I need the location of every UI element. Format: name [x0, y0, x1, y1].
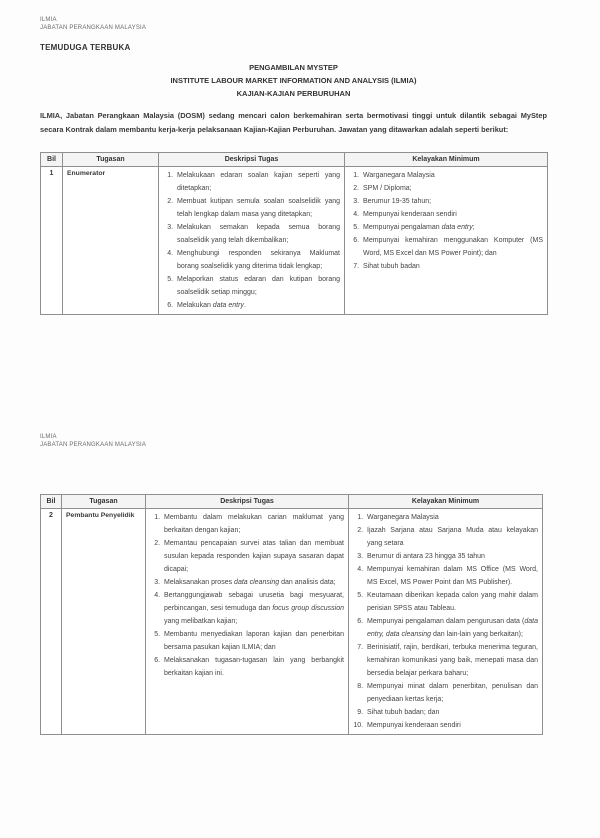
list-item: 3. Berumur 19-35 tahun; — [361, 195, 543, 208]
letterhead-org-abbrev: ILMIA — [40, 17, 57, 23]
list-item: 6. Melakukan data entry. — [175, 299, 340, 312]
deskripsi-cell — [159, 167, 345, 315]
intro-paragraph: ILMIA, Jabatan Perangkaan Malaysia (DOSM) sedang mencari calon berkemahiran serta bermotivasi tinggi untuk dilantik sebagai MyStep secara Kontrak dalam membantu kerja-kerja pelaksanaan Kajian-Kajian Perburuhan. Jawatan yang ditawarkan adalah seperti berikut: — [40, 111, 547, 134]
tugasan-value: Enumerator — [63, 167, 159, 315]
list-item: 2. Ijazah Sarjana atau Sarjana Muda atau kelayakan yang setara — [365, 524, 538, 550]
list-item: 6. Mempunyai kemahiran menggunakan Komputer (MS Word, MS Excel dan MS Power Point); dan — [361, 234, 543, 260]
deskripsi-list — [161, 169, 341, 312]
list-item: 7. Berinisiatif, rajin, berdikari, terbuka menerima teguran, kemahiran komunikasi yang baik, menepati masa dan bersedia belajar perkara baharu; — [365, 641, 538, 680]
list-item: 10. Mempunyai kenderaan sendiri — [365, 719, 538, 732]
list-item: 1. Warganegara Malaysia — [365, 511, 538, 524]
col-header-tugasan: Tugasan — [63, 153, 159, 167]
table2-header-row — [41, 495, 543, 509]
jobs-table-2 — [40, 494, 543, 735]
kelayakan-cell — [349, 509, 543, 735]
col-header-deskripsi-tugas: Deskripsi Tugas — [159, 153, 345, 167]
list-item: 8. Mempunyai minat dalam penerbitan, penulisan dan penyediaan kertas kerja; — [365, 680, 538, 706]
col-header-bil: Bil — [41, 495, 62, 509]
jobs-table-1 — [40, 152, 548, 315]
title-line-2: INSTITUTE LABOUR MARKET INFORMATION AND ANALYSIS (ILMIA) — [170, 76, 417, 85]
col-header-kelayakan-minimum: Kelayakan Minimum — [345, 153, 548, 167]
title-block — [40, 61, 547, 100]
job-row-enumerator — [41, 167, 548, 315]
list-item: 3. Melaksanakan proses data cleansing dan analisis data; — [162, 576, 344, 589]
col-header-tugasan: Tugasan — [62, 495, 146, 509]
letterhead-org-name: JABATAN PERANGKAAN MALAYSIA — [40, 441, 147, 448]
list-item: 3. Berumur di antara 23 hingga 35 tahun — [365, 550, 538, 563]
job-row-pembantu-penyelidik — [41, 509, 543, 735]
letterhead — [40, 17, 146, 32]
list-item: 9. Sihat tubuh badan; dan — [365, 706, 538, 719]
list-item: 5. Mempunyai pengalaman data entry; — [361, 221, 543, 234]
deskripsi-cell — [146, 509, 349, 735]
letterhead-org-name: JABATAN PERANGKAAN MALAYSIA — [40, 24, 147, 31]
col-header-deskripsi-tugas: Deskripsi Tugas — [146, 495, 349, 509]
list-item: 2. SPM / Diploma; — [361, 182, 543, 195]
list-item: 6. Mempunyai pengalaman dalam pengurusan data (data entry, data cleansing dan lain-lain yang berkaitan); — [365, 615, 538, 641]
letterhead-page-2 — [40, 434, 146, 449]
list-item: 1. Melakukaan edaran soalan kajian seperti yang ditetapkan; — [175, 169, 340, 195]
list-item: 4. Bertanggungjawab sebagai urusetia bagi mesyuarat, perbincangan, sesi temuduga dan focus group discussion yang melibatkan kajian; — [162, 589, 344, 628]
title-line-1: PENGAMBILAN MYSTEP — [249, 63, 338, 72]
list-item: 5. Keutamaan diberikan kepada calon yang mahir dalam perisian SPSS atau Tableau. — [365, 589, 538, 615]
list-item: 2. Membuat kutipan semula soalan soalselidik yang telah lengkap dalam masa yang ditetapkan; — [175, 195, 340, 221]
list-item: 6. Melaksanakan tugasan-tugasan lain yang berbangkit berkaitan kajian ini. — [162, 654, 344, 680]
title-line-3: KAJIAN-KAJIAN PERBURUHAN — [236, 89, 351, 98]
list-item: 4. Menghubungi responden sekiranya Maklumat borang soalselidik yang diterima tidak lengkap; — [175, 247, 340, 273]
kelayakan-list — [347, 169, 544, 273]
tugasan-value: Pembantu Penyelidik — [62, 509, 146, 735]
list-item: 5. Melaporkan status edaran dan kutipan borang soalselidik setiap minggu; — [175, 273, 340, 299]
list-item: 1. Warganegara Malaysia — [361, 169, 543, 182]
list-item: 7. Sihat tubuh badan — [361, 260, 543, 273]
list-item: 3. Melakukan semakan kepada semua borang soalselidik yang telah dikembalikan; — [175, 221, 340, 247]
list-item: 5. Membantu menyediakan laporan kajian dan penerbitan bersama pasukan kajian ILMIA; dan — [162, 628, 344, 654]
kelayakan-cell — [345, 167, 548, 315]
kelayakan-list — [351, 511, 539, 732]
bil-value: 2 — [41, 509, 62, 735]
list-item: 4. Mempunyai kenderaan sendiri — [361, 208, 543, 221]
bil-value: 1 — [41, 167, 63, 315]
table1-header-row — [41, 153, 548, 167]
col-header-bil: Bil — [41, 153, 63, 167]
section-heading: TEMUDUGA TERBUKA — [40, 43, 131, 52]
col-header-kelayakan-minimum: Kelayakan Minimum — [349, 495, 543, 509]
list-item: 4. Mempunyai kemahiran dalam MS Office (MS Word, MS Excel, MS Power Point dan MS Publisher). — [365, 563, 538, 589]
list-item: 2. Memantau pencapaian survei atas talian dan membuat susulan kepada responden kajian supaya sasaran dapat dicapai; — [162, 537, 344, 576]
deskripsi-list — [148, 511, 345, 680]
letterhead-org-abbrev: ILMIA — [40, 434, 57, 440]
list-item: 1. Membantu dalam melakukan carian maklumat yang berkaitan dengan kajian; — [162, 511, 344, 537]
